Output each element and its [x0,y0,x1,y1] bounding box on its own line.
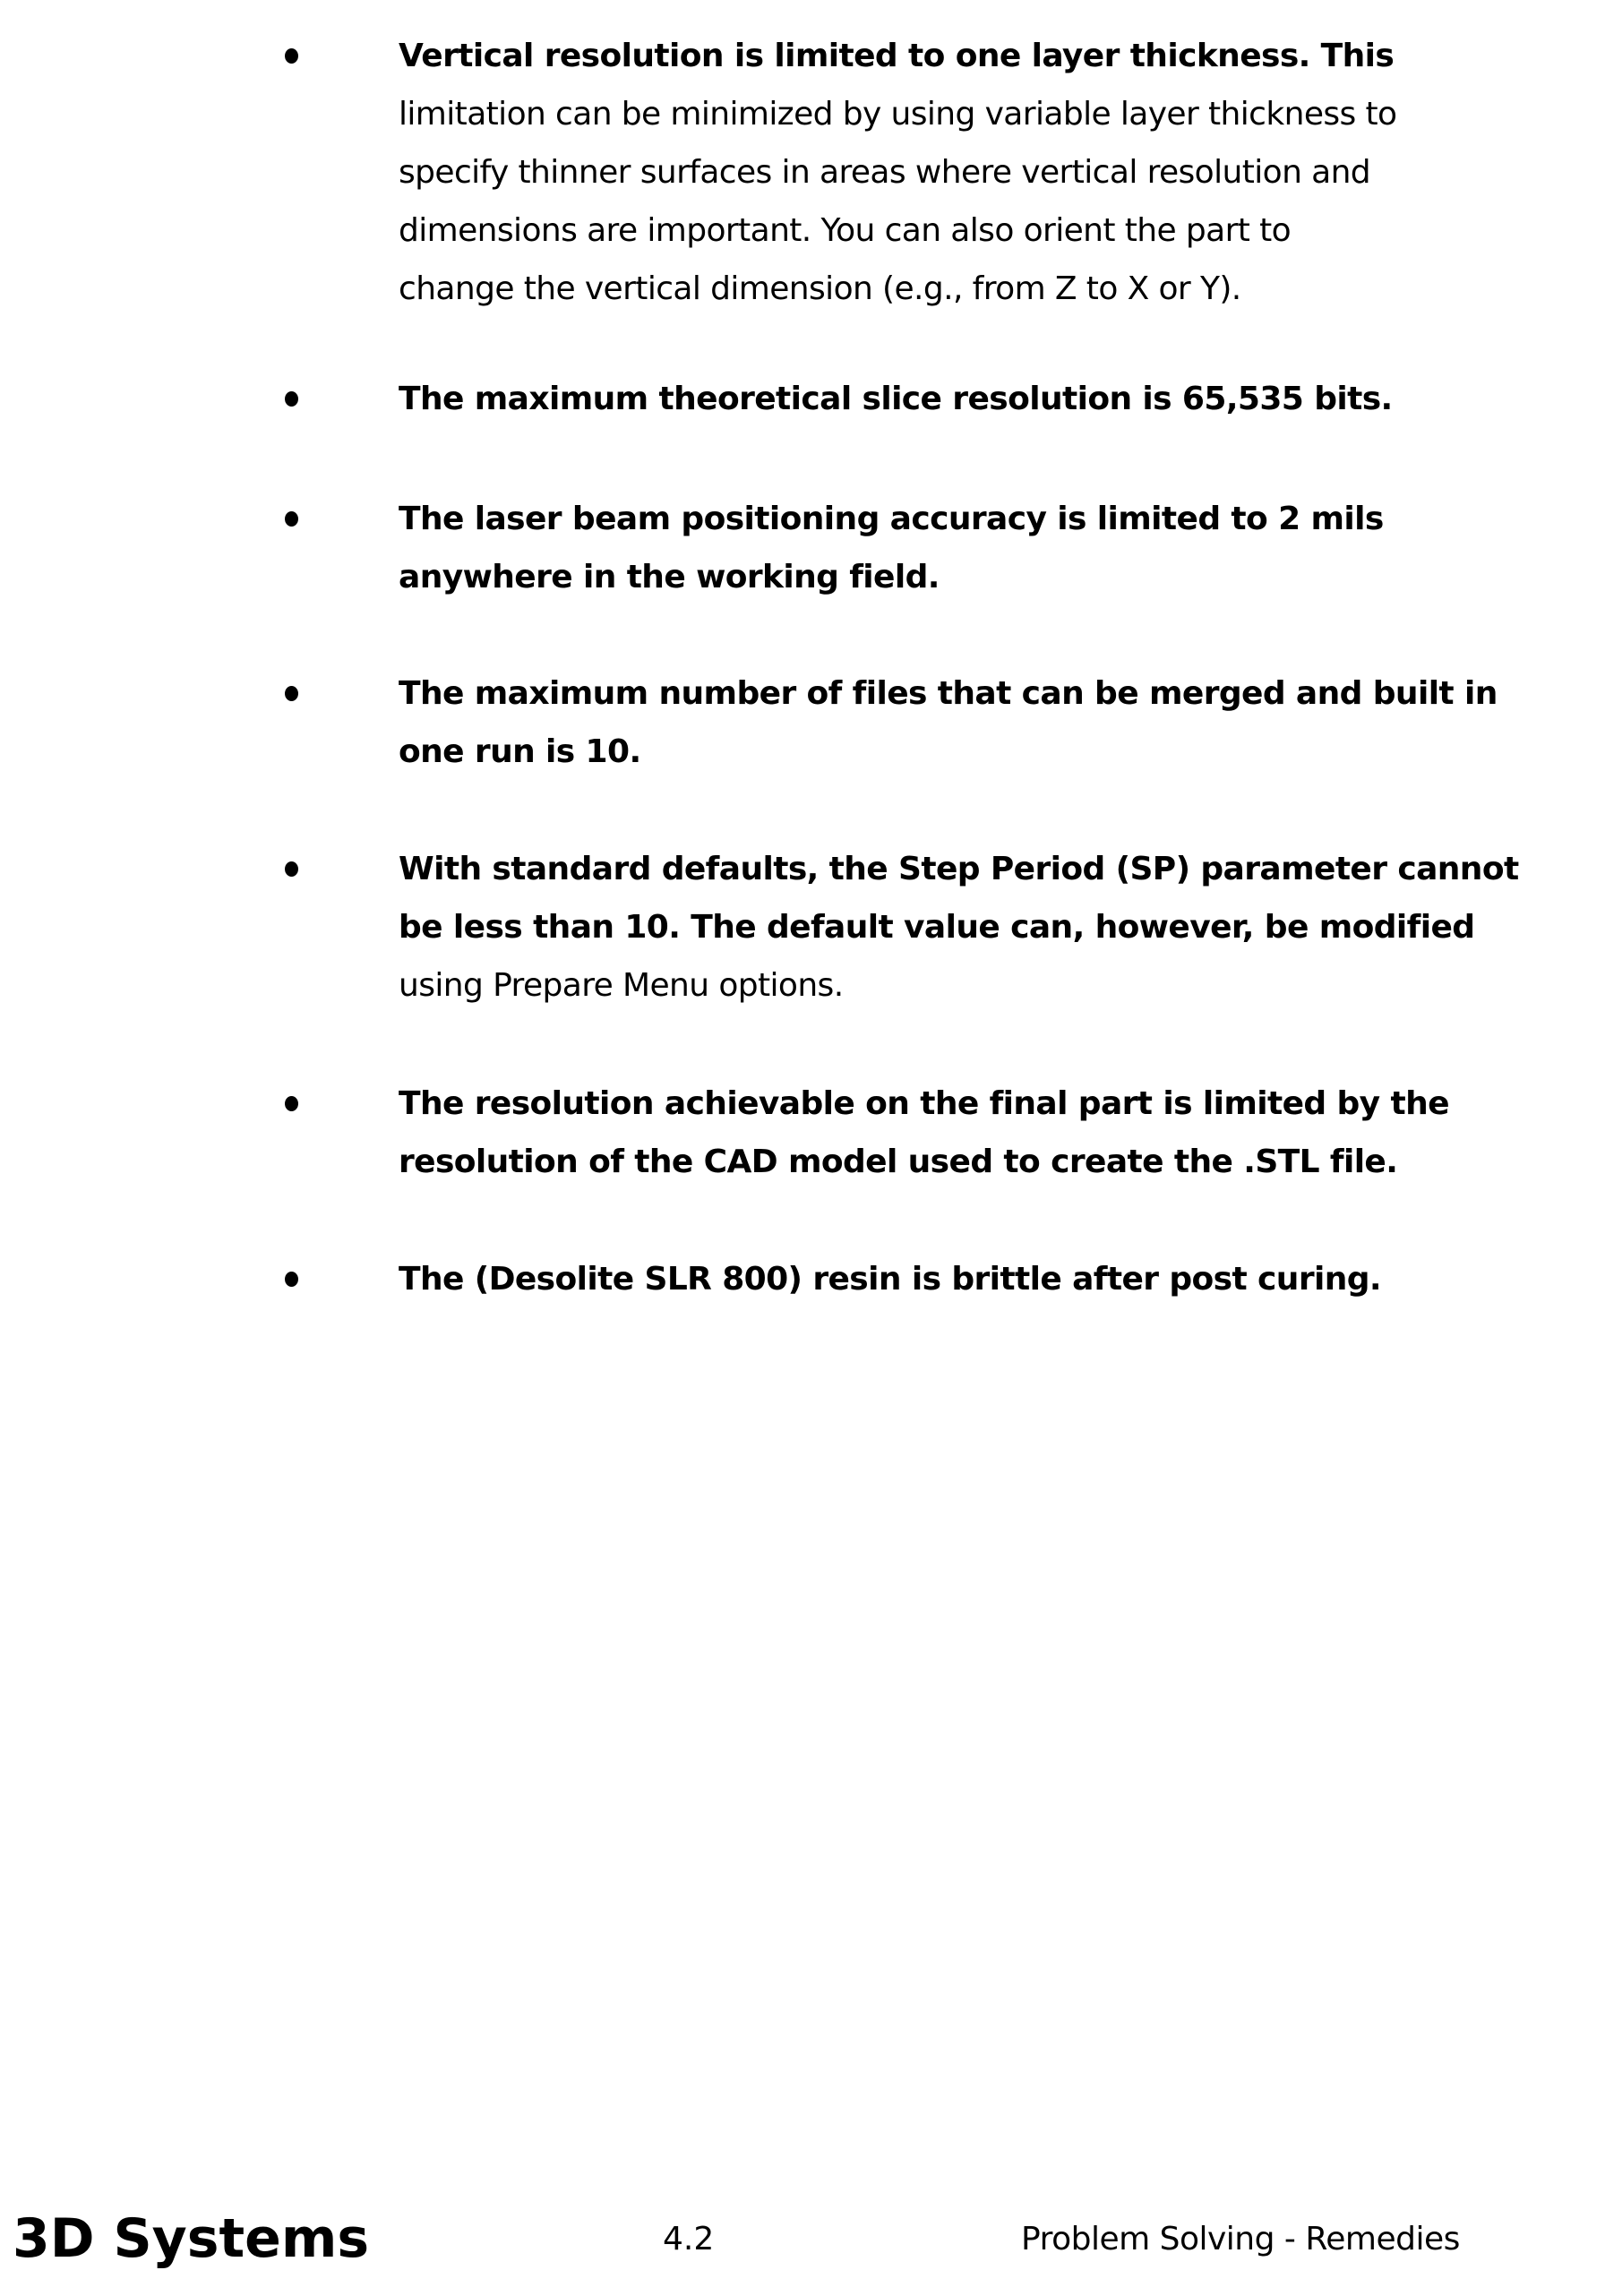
item-line: The maximum number of files that can be merged and built in [399,664,1581,723]
item-line: resolution of the CAD model used to create the .STL file. [399,1133,1581,1191]
item-line: The resolution achievable on the final part is limited by the [399,1075,1581,1133]
bullet-icon [285,1096,298,1111]
list-item [399,1250,1581,1308]
list-item [399,370,1581,428]
item-line: change the vertical dimension (e.g., from Z to X or Y). [399,260,1581,318]
bullet-icon [285,861,298,877]
list-item [399,840,1581,1015]
item-line: The laser beam positioning accuracy is limited to 2 mils [399,490,1581,548]
item-line: limitation can be minimized by using variable layer thickness to [399,85,1581,143]
bullet-icon [285,1272,298,1287]
list-item [399,664,1581,781]
item-line: anywhere in the working field. [399,548,1581,606]
list-item [399,490,1581,606]
section-title: Problem Solving - Remedies [1021,2221,1460,2257]
item-line: one run is 10. [399,723,1581,781]
list-item [399,27,1581,318]
bullet-icon [285,48,298,64]
item-line: using Prepare Menu options. [399,956,1581,1015]
bullet-icon [285,391,298,407]
item-line: dimensions are important. You can also orient the part to [399,201,1581,260]
item-line: With standard defaults, the Step Period (SP) parameter cannot [399,840,1581,898]
company-name: 3D Systems [13,2207,369,2270]
item-line: be less than 10. The default value can, however, be modified [399,898,1581,956]
bullet-icon [285,511,298,527]
bullet-icon [285,686,298,701]
list-item [399,1075,1581,1191]
item-line: specify thinner surfaces in areas where vertical resolution and [399,143,1581,201]
item-line: The (Desolite SLR 800) resin is brittle after post curing. [399,1250,1581,1308]
item-line: Vertical resolution is limited to one layer thickness. This [399,27,1581,85]
page-number: 4.2 [663,2221,714,2257]
item-line: The maximum theoretical slice resolution is 65,535 bits. [399,370,1581,428]
